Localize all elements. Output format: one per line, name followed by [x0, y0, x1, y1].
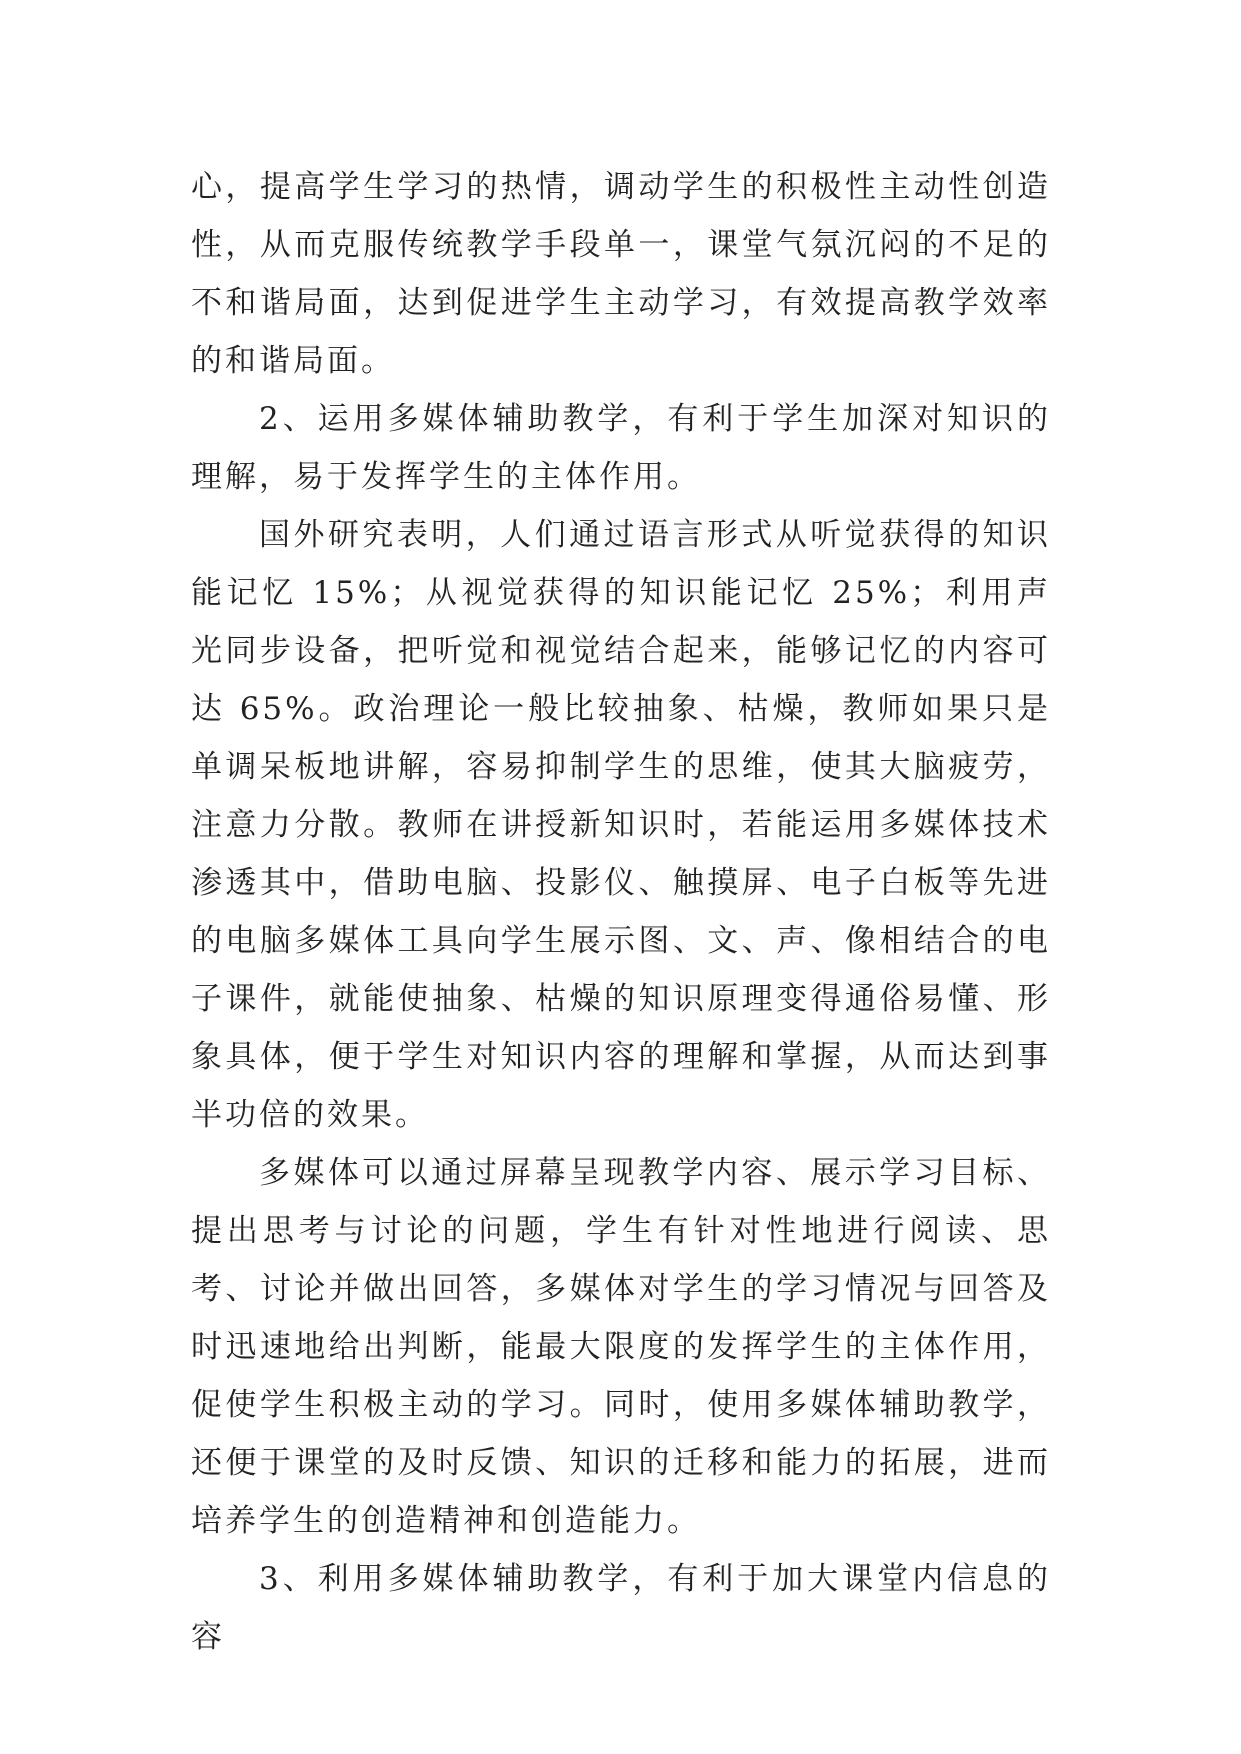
paragraph-continuation: 心，提高学生学习的热情，调动学生的积极性主动性创造性，从而克服传统教学手段单一，课堂气氛沉闷的不足的不和谐局面，达到促进学生主动学习，有效提高教学效率的和谐局面。 — [191, 169, 1051, 379]
paragraph-research-findings: 国外研究表明，人们通过语言形式从听觉获得的知识能记忆 15%；从视觉获得的知识能记忆 25%；利用声光同步设备，把听觉和视觉结合起来，能够记忆的内容可达 65%。政治理论一般比较抽象、枯燥，教师如果只是单调呆板地讲解，容易抑制学生的思维，使其大脑疲劳，注意力分散。教师在讲授新知识时，若能运用多媒体技术渗透其中，借助电脑、投影仪、触摸屏、电子白板等先进的电脑多媒体工具向学生展示图、文、声、像相结合的电子课件，就能使抽象、枯燥的知识原理变得通俗易懂、形象具体，便于学生对知识内容的理解和掌握，从而达到事半功倍的效果。 — [191, 517, 1051, 1133]
paragraph-point-2: 2、运用多媒体辅助教学，有利于学生加深对知识的理解，易于发挥学生的主体作用。 — [191, 401, 1051, 495]
document-body — [191, 158, 1051, 1666]
paragraph-multimedia-interaction: 多媒体可以通过屏幕呈现教学内容、展示学习目标、提出思考与讨论的问题，学生有针对性地进行阅读、思考、讨论并做出回答，多媒体对学生的学习情况与回答及时迅速地给出判断，能最大限度的发挥学生的主体作用，促使学生积极主动的学习。同时，使用多媒体辅助教学，还便于课堂的及时反馈、知识的迁移和能力的拓展，进而培养学生的创造精神和创造能力。 — [191, 1155, 1051, 1539]
paragraph-point-3: 3、利用多媒体辅助教学，有利于加大课堂内信息的容 — [191, 1561, 1051, 1655]
